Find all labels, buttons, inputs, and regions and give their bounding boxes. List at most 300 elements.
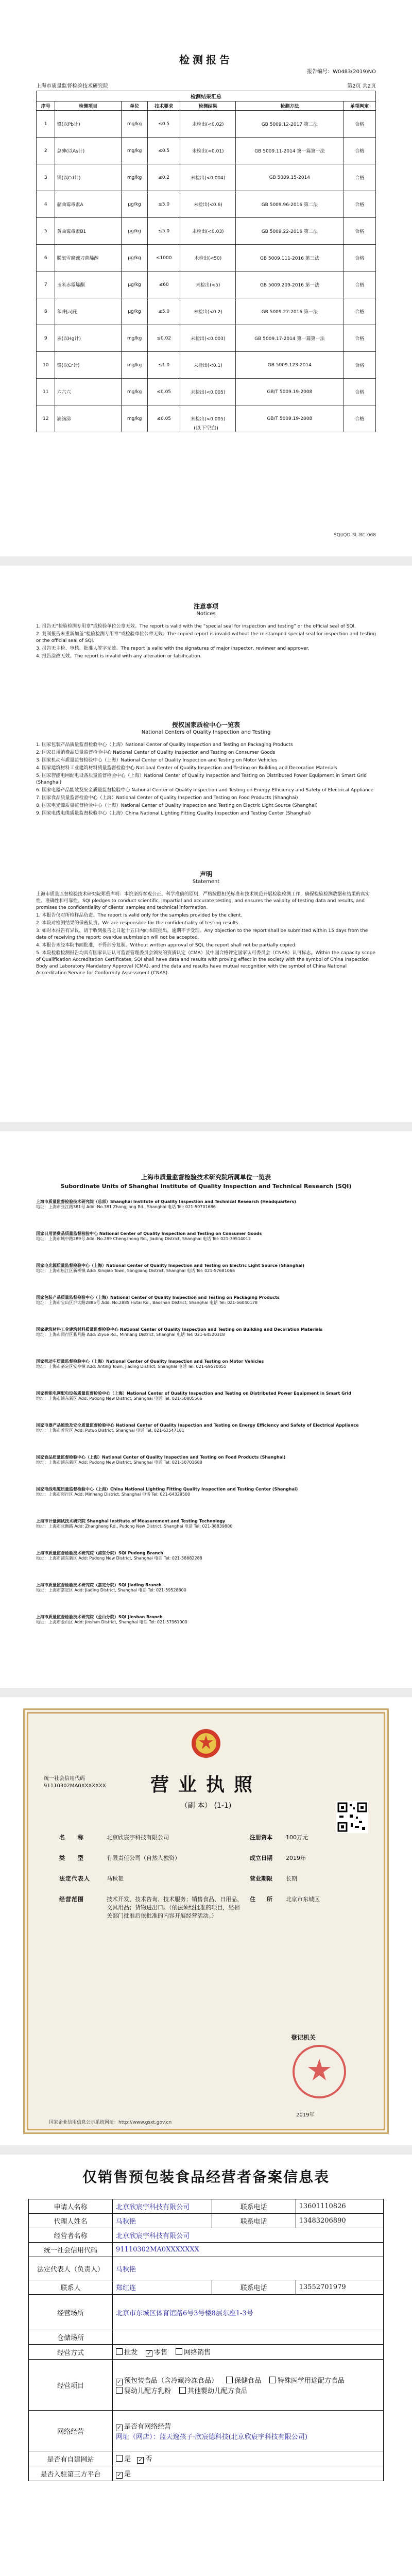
- unit-address: 地址：上海市浦东新区 Add: Pudong New District, Shanghai 电话 Tel: 021-50805566: [36, 1396, 202, 1401]
- field-value: 北京欣宸宇科技有限公司: [107, 1834, 169, 1841]
- cell-result: 未检出(<0.004): [180, 164, 236, 191]
- cell-unit: μg/kg: [121, 298, 148, 325]
- report-footer-code: SQI/QD-3L-RC-068: [333, 533, 376, 538]
- types-label: 经营项目: [29, 2360, 113, 2411]
- cell-method: GB 5009.111-2016 第三法: [236, 245, 344, 272]
- license-field: [59, 1833, 245, 1854]
- copy-text: （副 本）: [180, 1802, 212, 1810]
- cell-method: GB/T 5009.19-2008: [236, 405, 344, 432]
- storage-value: [113, 2330, 384, 2345]
- unit-name: 国家日用消费品质量监督检验中心 National Center of Quality Inspection and Testing on Consumer Goods: [36, 1231, 262, 1236]
- unit-address: 地址：上海市嘉定区安亭镇 Add: Anting Town, Jiading District, Shanghai 电话 Tel: 021-69570055: [36, 1364, 227, 1369]
- list-item: 3. 报告无主检、审核、批准人签字无效。The report is valid with the signatures of major inspector, reviewer and approver.: [36, 646, 310, 651]
- table-row: [37, 325, 376, 352]
- applicant-value: 北京欣宸宇科技有限公司: [113, 2199, 212, 2214]
- cell-judgement: 合格: [344, 298, 376, 325]
- cell-result: 未检出(<5): [180, 272, 236, 298]
- cell-requirement: ≤0.5: [148, 138, 180, 164]
- unit-address: 地址：上海市张江路381号 Add: No.381 Zhangjiang Rd., Shanghai 电话 Tel: 021-50701686: [36, 1205, 216, 1209]
- report-number: 报告编号：W0483(2019)NO: [307, 69, 376, 75]
- unit-address: 地址：上海市浦东新区 Add: Pudong New District, Shanghai 电话 Tel: 021-58882288: [36, 1556, 202, 1561]
- cell-judgement: 合格: [344, 245, 376, 272]
- list-item: 5. 本院检验检测报告均具有国家认证认可监督管理委员会颁发的资质认定（CMA）及中国合格评定国家认可委员会（CNAS）认可标志。Within the capacity scope of Qualification Accreditation Certificates, SQI shall have data and results with proving effect in the society with the symbol of China Inspection Body and Laboratory Mandatory Approval (CMA), and the data and results have mutual recognition with the symbol of China National Accreditation Service for Conformity Assessment (CNAS).: [36, 951, 375, 976]
- field-label: 营业期限: [250, 1875, 272, 1882]
- list-item: 1. 报告无“检验检测专用章”或检验单位公章无效。The report is valid with the “special seal for inspection and testing” or the official seal of SQI.: [36, 624, 356, 629]
- contact-label: 联系人: [29, 2280, 113, 2295]
- online-label: 网络经营: [29, 2411, 113, 2451]
- credit-value: 91110302MA0XXXXXXX: [113, 2243, 384, 2257]
- list-item: 1. 国家包装产品质量监督检验中心（上海）National Center of Quality Inspection and Testing on Packaging Products: [36, 742, 293, 748]
- table-row: [37, 352, 376, 379]
- copy-number: (1-1): [214, 1802, 232, 1810]
- cell-item: 汞(以Hg计): [55, 325, 121, 352]
- filing-row: [29, 2257, 384, 2280]
- filing-row: [29, 2345, 384, 2360]
- license-field: [59, 1895, 245, 1919]
- phone2-value: 13483206890: [296, 2214, 383, 2228]
- units-page: [0, 1131, 412, 1688]
- field-value: 100万元: [286, 1834, 308, 1841]
- list-item: 6. 国家电器产品能效及安全质量监督检验中心 National Center of Quality Inspection and Testing on Energy Efficiency and Safety of Electrical Appliance: [36, 788, 374, 793]
- unit-address: 地址：上海市宝山区沪太路2885号 Add: No.2885 Hutai Rd., Baoshan District, Shanghai 电话 Tel: 021-56040178: [36, 1300, 258, 1305]
- phone2-label: 联系电话: [212, 2214, 296, 2228]
- table-row: [37, 138, 376, 164]
- unit-address: 地址：上海市金山区 Add: Jinshan District, Shanghai 电话 Tel: 021-57961000: [36, 1620, 187, 1624]
- cell-no: 3: [37, 164, 55, 191]
- checkbox-unchecked[interactable]: [269, 2377, 276, 2383]
- cell-result: 未检出(<50): [180, 245, 236, 272]
- unit-name: 上海市计量测试技术研究院 Shanghai Institute of Measurement and Testing Technology: [36, 1519, 226, 1523]
- platform-label: 是否入驻第三方平台: [29, 2466, 113, 2481]
- field-label: 经营范围: [59, 1896, 84, 1903]
- unit-entry: [36, 1263, 376, 1274]
- cell-result: 未检出(<0.02): [180, 111, 236, 138]
- cell-method: GB 5009.209-2016 第一法: [236, 272, 344, 298]
- cell-result: 未检出(<0.003): [180, 325, 236, 352]
- agent-value: 马秋艳: [113, 2214, 212, 2228]
- column-header: 序号: [37, 101, 55, 111]
- cell-unit: mg/kg: [121, 138, 148, 164]
- page-separator: [0, 1122, 412, 1131]
- license-fields-right: [250, 1833, 373, 1916]
- cell-method: GB 5009.22-2016 第二法: [236, 218, 344, 245]
- cell-item: 脱氧雪腐镰刀菌烯醇: [55, 245, 121, 272]
- contact-phone-value: 13552701979: [296, 2280, 383, 2295]
- units-subtitle: Subordinate Units of Shanghai Institute of Quality Inspection and Technical Research (SQI): [60, 1183, 352, 1190]
- storage-label: 仓储场所: [29, 2330, 113, 2345]
- notices-page: [0, 566, 412, 1122]
- unit-name: 国家电光源质量监督检验中心（上海）National Center of Quality Inspection and Testing on Electric Light Source (Shanghai): [36, 1263, 305, 1268]
- unit-entry: [36, 1583, 376, 1593]
- table-row: [37, 298, 376, 325]
- cell-judgement: 合格: [344, 272, 376, 298]
- field-value: 北京市东城区: [286, 1896, 320, 1903]
- list-item: 9. 国家电线电缆质量监督检验中心（上海）China National Lighting Fitting Quality Inspection and Testing Center (Shanghai): [36, 811, 311, 816]
- checkbox-checked[interactable]: ✓: [146, 2350, 152, 2357]
- mode-options: [113, 2345, 384, 2360]
- report-page-number: 第2页 共2页: [347, 83, 376, 89]
- unit-address: 地址：上海市城中路289号 Add: No.289 Chengzhong Rd., Jiading District, Shanghai 电话 Tel: 021-39514012: [36, 1236, 251, 1241]
- unit-entry: [36, 1423, 376, 1433]
- cell-method: GB 5009.12-2017 第二法: [236, 111, 344, 138]
- filing-page: [0, 2155, 412, 2576]
- notices-title: 注意事项: [193, 603, 218, 610]
- checkbox-option: [226, 2375, 261, 2385]
- cell-judgement: 合格: [344, 352, 376, 379]
- unit-address: 地址：上海市普陀区 Add: Putuo District, Shanghai 电话 Tel: 021-62547181: [36, 1428, 184, 1433]
- list-item: 4. 报告涂改无效。The report is invalid with any alteration or falsification.: [36, 654, 202, 659]
- unit-entry: [36, 1487, 376, 1497]
- unit-entry: [36, 1455, 376, 1465]
- license-fields-left: [59, 1833, 245, 1919]
- unit-address: 地址：上海市闵行区紫月路 Add: Ziyue Rd., Minhang District, Shanghai 电话 Tel: 021-64520318: [36, 1332, 225, 1337]
- page-separator: [0, 556, 412, 566]
- filing-row: [29, 2330, 384, 2345]
- checkbox-unchecked[interactable]: [176, 2348, 182, 2355]
- unit-entry: [36, 1231, 376, 1242]
- column-header: 单位: [121, 101, 148, 111]
- unit-name: 国家食品质量监督检验中心（上海）National Center of Quality Inspection and Testing on Food Products (Shanghai): [36, 1455, 286, 1460]
- unit-name: 国家智能电网配电设备质量监督检验中心（上海）National Center of Quality Inspection and Testing on Distributed Power Equipment in Smart Grid: [36, 1391, 351, 1396]
- cell-requirement: ≤1000: [148, 245, 180, 272]
- self-yes-text: 是: [124, 2455, 131, 2463]
- self-site-label: 是否有自建网站: [29, 2451, 113, 2466]
- phone-value: 13601110826: [296, 2199, 383, 2214]
- unit-entry: [36, 1327, 376, 1337]
- cell-result: 未检出(<0.1): [180, 352, 236, 379]
- field-value: 马秋艳: [107, 1875, 124, 1882]
- checkbox-option: [116, 2347, 138, 2357]
- license-title: 营业执照: [150, 1774, 262, 1795]
- column-header: 检测方法: [236, 101, 344, 111]
- cell-unit: mg/kg: [121, 164, 148, 191]
- centers-subtitle: National Centers of Quality Inspection and Testing: [141, 730, 271, 735]
- issue-date: 2019年: [296, 2112, 315, 2118]
- list-item: 2. 本院对检测结果的保密负责。We are responsible for the confidentiality of testing results.: [36, 921, 240, 926]
- table-row: [37, 191, 376, 218]
- cell-item: 苯并[a]芘: [55, 298, 121, 325]
- cell-unit: mg/kg: [121, 405, 148, 432]
- unit-entry: [36, 1295, 376, 1306]
- qr-code-icon: [336, 1801, 368, 1833]
- cell-item: 滴滴涕: [55, 405, 121, 432]
- mode-label: 经营方式: [29, 2345, 113, 2360]
- list-item: 5. 国家智能电网配电设备质量监督检验中心（上海）National Center of Quality Inspection and Testing on Distributed Power Equipment in Smart Grid (Shanghai): [36, 773, 367, 785]
- field-value: 有限责任公司（自然人独资）: [107, 1855, 180, 1861]
- cell-requirement: ≤1.0: [148, 352, 180, 379]
- list-item: 2. 国家日用消费品质量监督检验中心 National Center of Quality Inspection and Testing on Consumer Goods: [36, 750, 276, 755]
- cell-no: 10: [37, 352, 55, 379]
- checkbox-label: 批发: [124, 2349, 138, 2357]
- checkbox-option: [146, 2347, 167, 2357]
- blank-note: (以下空白): [194, 426, 218, 431]
- unit-name: 上海市质量监督检验技术研究院（总部）Shanghai Institute of Quality Inspection and Technical Research (Headquarters): [36, 1199, 296, 1204]
- checkbox-unchecked[interactable]: [116, 2455, 123, 2462]
- cell-item: 镉(以Cd计): [55, 164, 121, 191]
- results-table: [36, 91, 376, 432]
- notices-list: [36, 623, 376, 661]
- cell-no: 12: [37, 405, 55, 432]
- cell-requirement: ≤5.0: [148, 191, 180, 218]
- checkbox-option: [179, 2385, 248, 2395]
- results-body: [37, 111, 376, 432]
- license-field: [250, 1874, 373, 1895]
- filing-row: [29, 2411, 384, 2451]
- license-field: [59, 1874, 245, 1895]
- online-value: [113, 2411, 384, 2451]
- cell-method: GB 5009.96-2016 第二法: [236, 191, 344, 218]
- cell-item: 赭曲霉毒素A: [55, 191, 121, 218]
- checkbox-label: 零售: [154, 2349, 168, 2357]
- unit-address: 地址：上海市张衡路 Add: Zhangheng Rd., Pudong New District, Shanghai 电话 Tel: 021-38839800: [36, 1524, 233, 1529]
- list-item: 4. 国家建筑材料工业建筑材料质量监督检验中心 National Center of Quality Inspection and Testing on Building and Decoration Materials: [36, 766, 337, 771]
- checkbox-label: 婴幼儿配方乳粉: [124, 2387, 171, 2395]
- cell-unit: μg/kg: [121, 218, 148, 245]
- license-field: [250, 1854, 373, 1874]
- checkbox-label: 网络销售: [184, 2349, 211, 2357]
- unit-address: 地址：上海市松江区新桥镇 Add: Xinqiao Town, Songjiang District, Shanghai 电话 Tel: 021-57681066: [36, 1268, 235, 1273]
- contact-value: 郑红连: [113, 2280, 212, 2295]
- cell-no: 6: [37, 245, 55, 272]
- page-separator: [0, 2145, 412, 2155]
- cell-method: GB 5009.123-2014: [236, 352, 344, 379]
- checkbox-unchecked[interactable]: [226, 2377, 233, 2383]
- filing-row: [29, 2243, 384, 2257]
- cell-judgement: 合格: [344, 138, 376, 164]
- checkbox-label: 特殊医学用途配方食品: [278, 2377, 345, 2385]
- field-label: 成立日期: [250, 1855, 272, 1861]
- checkbox-option: [116, 2385, 171, 2395]
- filing-row: [29, 2199, 384, 2214]
- types-options: [113, 2360, 384, 2411]
- registration-authority: 登记机关: [291, 2034, 316, 2041]
- online-platform: 网址（网店）：蓝天逸孩子·欣宸德科技(北京欣宸宇科技有限公司): [116, 2433, 307, 2441]
- field-label: 注册资本: [250, 1834, 272, 1841]
- platform-value: [113, 2466, 384, 2481]
- field-value: 长期: [286, 1875, 297, 1882]
- list-item: 3. 如对本报告有异议，请于收到报告之日起十五日内向本院提出，逾期不予受理。Any objection to the report shall be submitted within 15 days from the date of receiving the report; overdue submission will not be accepted.: [36, 928, 368, 940]
- unit-entry: [36, 1615, 376, 1625]
- cell-result: 未检出(<0.005): [180, 405, 236, 432]
- online-yes-row: [116, 2421, 380, 2431]
- unit-entry: [36, 1519, 376, 1529]
- credit-code-label: 统一社会信用代码: [44, 1776, 85, 1782]
- report-title: 检测报告: [179, 54, 233, 66]
- unit-name: 国家建筑材料工业建筑材料质量监督检验中心 National Center of Quality Inspection and Testing on Building and Decoration Materials: [36, 1327, 323, 1332]
- cell-item: 黄曲霉毒素B1: [55, 218, 121, 245]
- cell-method: GB 5009.17-2014 第一篇第一法: [236, 325, 344, 352]
- cell-requirement: ≤0.05: [148, 379, 180, 405]
- filing-row: [29, 2451, 384, 2466]
- table-row: [37, 245, 376, 272]
- cell-unit: μg/kg: [121, 245, 148, 272]
- checkbox-checked[interactable]: ✓: [116, 2424, 122, 2431]
- address-value: 北京市东城区体育馆路6号3号楼8层东座1-3号: [113, 2295, 384, 2330]
- official-seal-icon: [291, 2043, 348, 2100]
- filing-row: [29, 2214, 384, 2228]
- page-separator: [0, 1688, 412, 1697]
- cell-judgement: 合格: [344, 405, 376, 432]
- cell-result: 未检出(<0.6): [180, 191, 236, 218]
- cell-judgement: 合格: [344, 111, 376, 138]
- cell-judgement: 合格: [344, 325, 376, 352]
- person-value: 马秋艳: [113, 2257, 384, 2280]
- filing-table: [28, 2199, 384, 2481]
- checkbox-option: [116, 2375, 218, 2385]
- field-label: 类 型: [59, 1855, 84, 1861]
- cell-item: 玉米赤霉烯酮: [55, 272, 121, 298]
- cell-unit: mg/kg: [121, 379, 148, 405]
- cell-no: 11: [37, 379, 55, 405]
- unit-name: 国家包装产品质量监督检验中心（上海）National Center of Quality Inspection and Testing on Packaging Products: [36, 1295, 280, 1300]
- report-org: 上海市质量监督检验技术研究院: [36, 83, 108, 89]
- cell-requirement: ≤60: [148, 272, 180, 298]
- checkbox-checked[interactable]: ✓: [138, 2456, 143, 2463]
- checkbox-unchecked[interactable]: [179, 2387, 186, 2394]
- filing-row: [29, 2295, 384, 2330]
- unit-name: 国家电线电缆质量监督检验中心（上海）China National Lighting Fitting Quality Inspection and Testing Center (Shanghai): [36, 1487, 298, 1492]
- cell-judgement: 合格: [344, 218, 376, 245]
- statement-list: [36, 891, 376, 978]
- cell-unit: mg/kg: [121, 352, 148, 379]
- cell-judgement: 合格: [344, 164, 376, 191]
- cell-item: 铬(以Cr计): [55, 352, 121, 379]
- unit-address: 地址：上海市浦东新区 Add: Pudong New District, Shanghai 电话 Tel: 021-50701688: [36, 1460, 202, 1465]
- business-label: 经营者名称: [29, 2228, 113, 2243]
- checkbox-checked[interactable]: ✓: [116, 2378, 122, 2385]
- license-field: [59, 1854, 245, 1874]
- unit-address: 地址：上海市闵行区 Add: Minhang District, Shanghai 电话 Tel: 021-64329500: [36, 1492, 191, 1497]
- filing-title: 仅销售预包装食品经营者备案信息表: [82, 2168, 330, 2185]
- centers-title: 授权国家质检中心一览表: [171, 721, 240, 728]
- filing-row: [29, 2228, 384, 2243]
- list-item: 上海市质量监督检验技术研究院郑重声明：本院坚持客观公正、科学准确的原则，严格按照相关标准和技术规范开展检验检测工作，确保检验检测数据和结果的真实性、准确性和可靠性。SQI pledges to conduct scientific, impartial and accurate testing, and ensures the validity of testing data and results, and promises the confidentiality of clients' samples and technical information.: [36, 892, 370, 910]
- cell-judgement: 合格: [344, 191, 376, 218]
- online-yes-text: 是否有网络经营: [124, 2422, 171, 2431]
- checkbox-unchecked[interactable]: [116, 2348, 123, 2355]
- cell-result: 未检出(<0.01): [180, 138, 236, 164]
- cell-requirement: ≤5.0: [148, 218, 180, 245]
- cell-method: GB 5009.11-2014 第一篇第一法: [236, 138, 344, 164]
- checkbox-label: 保健食品: [234, 2377, 262, 2385]
- list-item: 3. 国家机动车质量监督检验中心（上海）National Center of Quality Inspection and Testing on Motor Vehicles: [36, 758, 277, 763]
- list-item: 4. 本报告未经本院书面批准，不得部分复制。Without written approval of SQI, the report shall not be partially copied.: [36, 943, 297, 948]
- filing-row: [29, 2466, 384, 2481]
- gsxt-website: 国家企业信用信息公示系统网址：http://www.gsxt.gov.cn: [49, 2120, 172, 2125]
- self-no-text: 否: [145, 2455, 152, 2463]
- cell-item: 六六六: [55, 379, 121, 405]
- credit-code-value: 91110302MA0XXXXXXX: [44, 1783, 106, 1789]
- checkbox-option: [269, 2375, 345, 2385]
- field-value: 2019年: [286, 1855, 306, 1861]
- results-header-row: [37, 101, 376, 111]
- cell-requirement: ≤0.05: [148, 405, 180, 432]
- national-emblem-icon: [191, 1728, 221, 1759]
- unit-name: 上海市质量监督检验技术研究院（金山分院）SQI Jinshan Branch: [36, 1615, 163, 1619]
- cell-no: 9: [37, 325, 55, 352]
- test-report-page: [0, 0, 412, 556]
- list-item: 2. 复制报告未重新加盖“检验检测专用章”或检验单位公章无效。The copied report is invalid without the re-stamped special seal for inspection and testing or the official seal of SQI.: [36, 632, 376, 643]
- unit-name: 国家机动车质量监督检验中心（上海）National Center of Quality Inspection and Testing on Motor Vehicles: [36, 1359, 264, 1364]
- cell-result: 未检出(<0.2): [180, 298, 236, 325]
- cell-method: GB 5009.15-2014: [236, 164, 344, 191]
- cell-unit: μg/kg: [121, 272, 148, 298]
- table-row: [37, 111, 376, 138]
- contact-phone-label: 联系电话: [212, 2280, 296, 2295]
- filing-row: [29, 2280, 384, 2295]
- cell-requirement: ≤0.02: [148, 325, 180, 352]
- credit-label: 统一社会信用代码: [29, 2243, 113, 2257]
- cell-method: GB/T 5009.19-2008: [236, 379, 344, 405]
- unit-address: 地址：上海市嘉定区 Add: Jiading District, Shanghai 电话 Tel: 021-59528800: [36, 1588, 186, 1592]
- agent-label: 代理人姓名: [29, 2214, 113, 2228]
- cell-requirement: ≤0.5: [148, 111, 180, 138]
- filing-row: [29, 2360, 384, 2411]
- field-value: 技术开发、技术咨询、技术服务；销售食品、日用品、文具用品；货物进出口。（依法须经批准的项目，经相关部门批准后依批准的内容开展经营活动。）: [107, 1896, 243, 1919]
- checkbox-unchecked[interactable]: [116, 2387, 123, 2394]
- license-copy-label: [28, 1800, 384, 1810]
- statement-subtitle: Statement: [192, 879, 220, 885]
- applicant-label: 申请人名称: [29, 2199, 113, 2214]
- results-caption: 检测结果汇总: [37, 91, 376, 101]
- table-row: [37, 164, 376, 191]
- cell-item: 总砷(以As计): [55, 138, 121, 164]
- column-header: 单项判定: [344, 101, 376, 111]
- list-item: 8. 国家电光源质量监督检验中心（上海）National Center of Quality Inspection and Testing on Electric Light Source (Shanghai): [36, 803, 318, 808]
- table-row: [37, 218, 376, 245]
- centers-list: [36, 742, 376, 818]
- notices-subtitle: Notices: [196, 611, 216, 617]
- cell-no: 8: [37, 298, 55, 325]
- field-label: 名 称: [59, 1834, 84, 1841]
- unit-name: 国家电器产品能效及安全质量监督检验中心 National Center of Quality Inspection and Testing on Energy Efficiency and Safety of Electrical Appliance: [36, 1423, 359, 1428]
- address-label: 经营场所: [29, 2295, 113, 2330]
- field-label: 法定代表人: [59, 1875, 90, 1882]
- cell-no: 7: [37, 272, 55, 298]
- license-field: [250, 1895, 373, 1916]
- checkbox-option: [176, 2347, 211, 2357]
- business-license: [23, 1708, 389, 2134]
- units-title: 上海市质量监督检验技术研究院所属单位一览表: [141, 1174, 271, 1181]
- business-value: 北京欣宸宇科技有限公司: [113, 2228, 384, 2243]
- cell-unit: mg/kg: [121, 325, 148, 352]
- cell-no: 5: [37, 218, 55, 245]
- cell-no: 2: [37, 138, 55, 164]
- cell-requirement: ≤0.2: [148, 164, 180, 191]
- unit-name: 上海市质量监督检验技术研究院（浦东分院）SQI Pudong Branch: [36, 1551, 163, 1555]
- checkbox-checked[interactable]: ✓: [116, 2471, 122, 2478]
- cell-no: 1: [37, 111, 55, 138]
- cell-judgement: 合格: [344, 379, 376, 405]
- statement-title: 声明: [199, 871, 212, 878]
- person-label: 法定代表人（负责人）: [29, 2257, 113, 2280]
- license-page: [0, 1697, 412, 2145]
- column-header: 检测结果: [180, 101, 236, 111]
- table-row: [37, 272, 376, 298]
- cell-unit: mg/kg: [121, 111, 148, 138]
- cell-no: 4: [37, 191, 55, 218]
- unit-entry: [36, 1391, 376, 1401]
- checkbox-label: 其他婴幼儿配方食品: [187, 2387, 248, 2395]
- column-header: 技术要求: [148, 101, 180, 111]
- phone-label: 联系电话: [212, 2199, 296, 2214]
- cell-unit: μg/kg: [121, 191, 148, 218]
- table-row: [37, 379, 376, 405]
- unit-entry: [36, 1199, 376, 1210]
- cell-result: 未检出(<0.03): [180, 218, 236, 245]
- license-field: [250, 1833, 373, 1854]
- cell-requirement: ≤5.0: [148, 298, 180, 325]
